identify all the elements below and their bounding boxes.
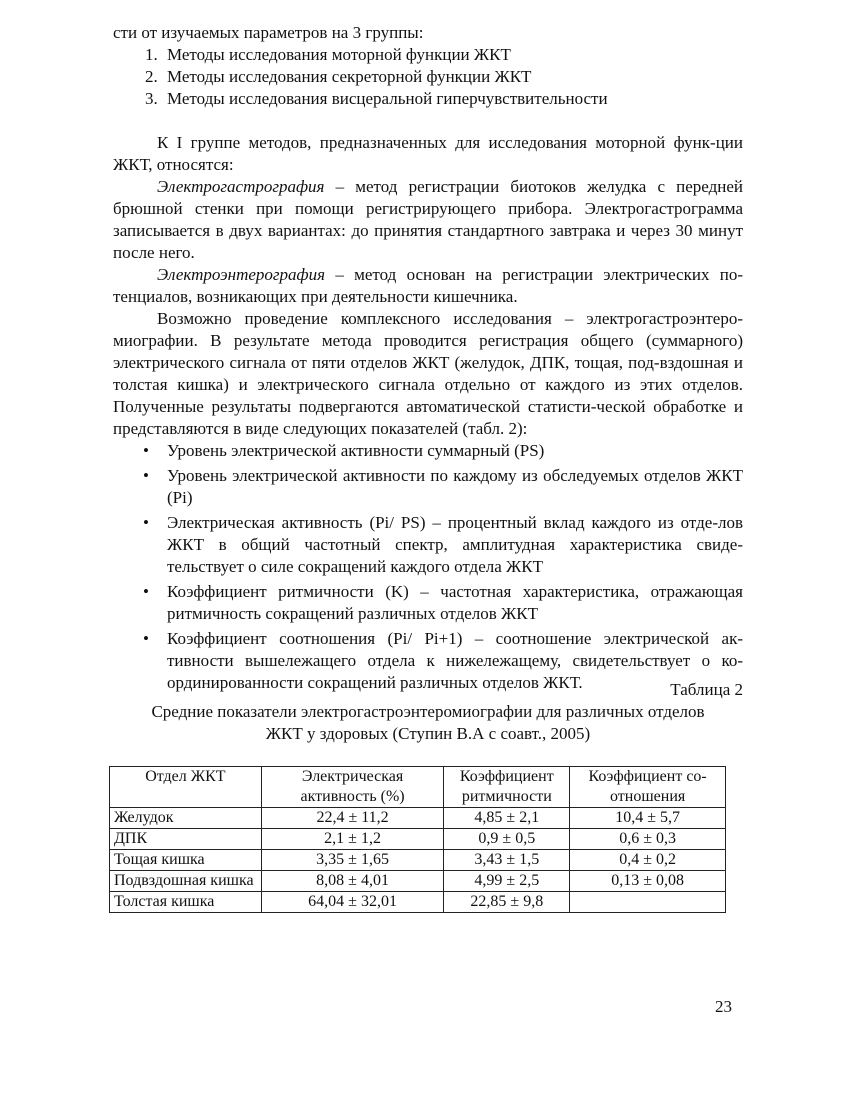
- indicator-item: [113, 581, 743, 625]
- egg-text: – метод регистрации биотоков желудка с передней брюшной стенки при помощи регистрирующего прибора. Электрогастрограмма записывается в двух вариантах: до принятия стандартного завтрака и через 30 минут после него.: [113, 177, 743, 262]
- column-header: Коэффициент ритмичности: [444, 767, 570, 808]
- activity-cell: 2,1 ± 1,2: [261, 829, 444, 850]
- egem-table: [109, 766, 726, 913]
- group-text: Методы исследования секреторной функции ЖКТ: [167, 67, 532, 86]
- department-cell: ДПК: [110, 829, 262, 850]
- group-text: Методы исследования моторной функции ЖКТ: [167, 45, 511, 64]
- indicator-item: [113, 465, 743, 509]
- complex-study-paragraph: Возможно проведение комплексного исследования – электрогастроэнтеро-миографии. В результате метода проводится регистрация общего (суммарного) электрического сигнала от пяти отделов ЖКТ (желудок, ДПК, тощая, под-вздошная и толстая кишка) и электрического сигнала отдельно от каждого из этих отделов. Полученные результаты подвергаются автоматической статисти-ческой обработке и представляются в виде следующих показателей (табл. 2):: [113, 309, 743, 438]
- indicator-text: Электрическая активность (Pi/ PS) – процентный вклад каждого из отде-лов ЖКТ в общий частотный спектр, амплитудная характеристика свиде-тельствует о силе сокращений каждого отдела ЖКТ: [167, 513, 743, 576]
- egg-term: Электрогастрография: [157, 177, 325, 196]
- indicator-item: [113, 512, 743, 578]
- ratio-cell: 0,4 ± 0,2: [570, 850, 726, 871]
- intro-fragment: сти от изучаемых параметров на 3 группы:: [113, 23, 424, 42]
- bullet-icon: •: [143, 582, 149, 601]
- group1-intro-paragraph: К I группе методов, предназначенных для исследования моторной функ-ции ЖКТ, относятся:: [113, 133, 743, 174]
- rhythm-cell: 0,9 ± 0,5: [444, 829, 570, 850]
- table-caption-line2: ЖКТ у здоровых (Ступин В.А с соавт., 2005): [265, 724, 591, 743]
- group-number: 1.: [145, 45, 158, 64]
- table-header-row: [110, 767, 726, 808]
- department-cell: Тощая кишка: [110, 850, 262, 871]
- table-row: [110, 871, 726, 892]
- page-number: 23: [715, 997, 732, 1016]
- department-cell: Толстая кишка: [110, 892, 262, 913]
- activity-cell: 64,04 ± 32,01: [261, 892, 444, 913]
- indicator-text: Уровень электрической активности по каждому из обследуемых отделов ЖКТ (Pi): [167, 466, 743, 507]
- egg-paragraph: [113, 176, 743, 264]
- table-row: [110, 850, 726, 871]
- indicator-text: Уровень электрической активности суммарный (PS): [167, 441, 545, 460]
- department-cell: Желудок: [110, 808, 262, 829]
- department-cell: Подвздошная кишка: [110, 871, 262, 892]
- bullet-icon: •: [143, 629, 149, 648]
- column-header: Отдел ЖКТ: [110, 767, 262, 808]
- eeg-term: Электроэнтерография: [157, 265, 326, 284]
- table-row: [110, 892, 726, 913]
- indicator-text: Коэффициент ритмичности (K) – частотная характеристика, отражающая ритмичность сокращений различных отделов ЖКТ: [167, 582, 743, 623]
- group-item-2: [113, 66, 743, 88]
- group-item-3: [113, 88, 743, 110]
- column-header: Коэффициент со-отношения: [570, 767, 726, 808]
- group-text: Методы исследования висцеральной гиперчувствительности: [167, 89, 608, 108]
- rhythm-cell: 3,43 ± 1,5: [444, 850, 570, 871]
- activity-cell: 8,08 ± 4,01: [261, 871, 444, 892]
- bullet-icon: •: [143, 466, 149, 485]
- table-caption-line1: Средние показатели электрогастроэнтеромиографии для различных отделов: [151, 702, 705, 721]
- bullet-icon: •: [143, 441, 149, 460]
- rhythm-cell: 22,85 ± 9,8: [444, 892, 570, 913]
- rhythm-cell: 4,85 ± 2,1: [444, 808, 570, 829]
- eeg-text: – метод основан на регистрации электрических по-тенциалов, возникающих при деятельности кишечника.: [113, 265, 743, 306]
- rhythm-cell: 4,99 ± 2,5: [444, 871, 570, 892]
- bullet-icon: •: [143, 513, 149, 532]
- main-text-block: [113, 132, 743, 697]
- table-row: [110, 829, 726, 850]
- intro-fragment-block: [113, 22, 743, 110]
- ratio-cell: 0,6 ± 0,3: [570, 829, 726, 850]
- column-header: Электрическая активность (%): [261, 767, 444, 808]
- ratio-cell: [570, 892, 726, 913]
- indicator-text: Коэффициент соотношения (Pi/ Pi+1) – соотношение электрической ак-тивности вышележащего отдела к нижележащему, свидетельствует о ко-ординированности сокращений различных отделов ЖКТ.: [167, 629, 743, 692]
- indicators-list: [113, 440, 743, 694]
- table-row: [110, 808, 726, 829]
- activity-cell: 22,4 ± 11,2: [261, 808, 444, 829]
- ratio-cell: 10,4 ± 5,7: [570, 808, 726, 829]
- ratio-cell: 0,13 ± 0,08: [570, 871, 726, 892]
- table-heading-block: [113, 679, 743, 745]
- eeg-paragraph: [113, 264, 743, 308]
- group-number: 2.: [145, 67, 158, 86]
- group-number: 3.: [145, 89, 158, 108]
- activity-cell: 3,35 ± 1,65: [261, 850, 444, 871]
- method-groups-list: [113, 44, 743, 110]
- group-item-1: [113, 44, 743, 66]
- table-label: Таблица 2: [670, 680, 743, 699]
- indicator-item: [113, 440, 743, 462]
